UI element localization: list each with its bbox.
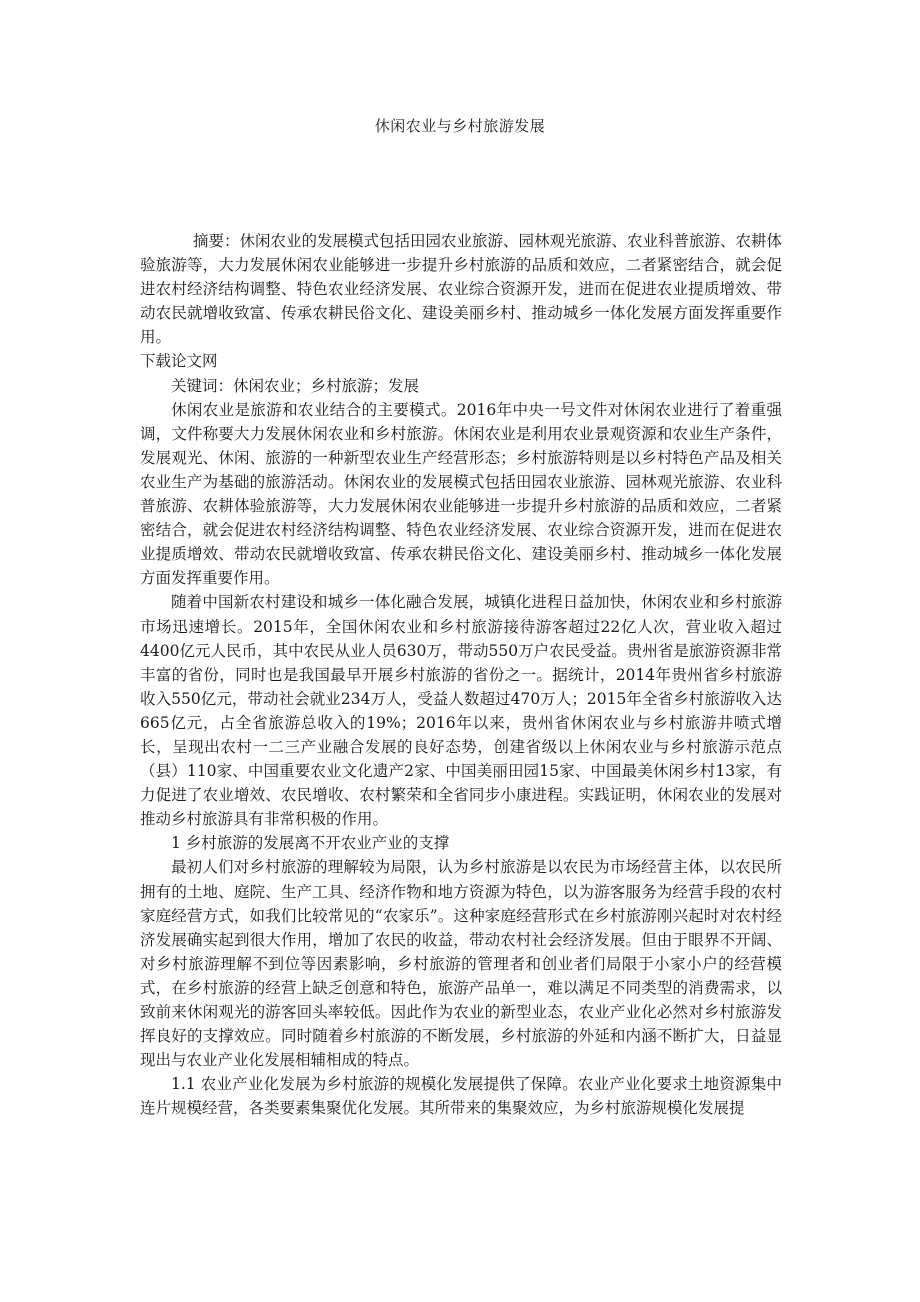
section-1-1-paragraph: 1.1 农业产业化发展为乡村旅游的规模化发展提供了保障。农业产业化要求土地资源集中连片规模经营，各类要素集聚优化发展。其所带来的集聚效应，为乡村旅游规模化发展提 — [140, 1075, 782, 1118]
keywords-line: 关键词：休闲农业；乡村旅游；发展 — [171, 376, 420, 395]
section-heading-1: 1 乡村旅游的发展离不开农业产业的支撑 — [171, 834, 450, 853]
abstract-paragraph: 摘要：休闲农业的发展模式包括田园农业旅游、园林观光旅游、农业科普旅游、农耕体验旅游等，大力发展休闲农业能够进一步提升乡村旅游的品质和效应，二者紧密结合，就会促进农村经济结构调整、特色农业经济发展、农业综合资源开发，进而在促进农业提质增效、带动农民就增收致富、传承农耕民俗文化、建设美丽乡村、推动城乡一体化发展方面发挥重要作用。 — [140, 232, 783, 347]
body-paragraph-2: 随着中国新农村建设和城乡一体化融合发展，城镇化进程日益加快，休闲农业和乡村旅游市场迅速增长。2015年，全国休闲农业和乡村旅游接待游客超过22亿人次，营业收入超过4400亿元人民币，其中农民从业人员630万，带动550万户农民受益。贵州省是旅游资源非常丰富的省份，同时也是我国最早开展乡村旅游的省份之一。据统计，2014年贵州省乡村旅游收入550亿元，带动社会就业234万人，受益人数超过470万人；2015年全省乡村旅游收入达665亿元，占全省旅游总收入的19%；2016年以来，贵州省休闲农业与乡村旅游井喷式增长，呈现出农村一二三产业融合发展的良好态势，创建省级以上休闲农业与乡村旅游示范点（县）110家、中国重要农业文化遗产2家、中国美丽田园15家、中国最美休闲乡村13家，有力促进了农业增效、农民增收、农村繁荣和全省同步小康进程。实践证明，休闲农业的发展对推动乡村旅游具有非常积极的作用。 — [140, 593, 782, 829]
section-1-paragraph: 最初人们对乡村旅游的理解较为局限，认为乡村旅游是以农民为市场经营主体，以农民所拥有的土地、庭院、生产工具、经济作物和地方资源为特色，以为游客服务为经营手段的农村家庭经营方式，如我们比较常见的“农家乐”。这种家庭经营形式在乡村旅游刚兴起时对农村经济发展确实起到很大作用，增加了农民的收益，带动农村社会经济发展。但由于眼界不开阔、对乡村旅游理解不到位等因素影响，乡村旅游的管理者和创业者们局限于小家小户的经营模式，在乡村旅游的经营上缺乏创意和特色，旅游产品单一，难以满足不同类型的消费需求，以致前来休闲观光的游客回头率较低。因此作为农业的新型业态，农业产业化必然对乡村旅游发挥良好的支撑效应。同时随着乡村旅游的不断发展，乡村旅游的外延和内涵不断扩大，日益显现出与农业产业化发展相辅相成的特点。 — [140, 858, 782, 1070]
site-label: 下载论文网 — [140, 352, 218, 371]
document-title: 休闲农业与乡村旅游发展 — [374, 117, 546, 135]
body-paragraph-1: 休闲农业是旅游和农业结合的主要模式。2016年中央一号文件对休闲农业进行了着重强调，文件称要大力发展休闲农业和乡村旅游。休闲农业是利用农业景观资源和农业生产条件，发展观光、休闲、旅游的一种新型农业生产经营形态；乡村旅游特则是以乡村特色产品及相关农业生产为基础的旅游活动。休闲农业的发展模式包括田园农业旅游、园林观光旅游、农业科普旅游、农耕体验旅游等，大力发展休闲农业能够进一步提升乡村旅游的品质和效应，二者紧密结合，就会促进农村经济结构调整、特色农业经济发展、农业综合资源开发，进而在促进农业提质增效、带动农民就增收致富、传承农耕民俗文化、建设美丽乡村、推动城乡一体化发展方面发挥重要作用。 — [140, 400, 782, 588]
document-body — [140, 229, 782, 1120]
